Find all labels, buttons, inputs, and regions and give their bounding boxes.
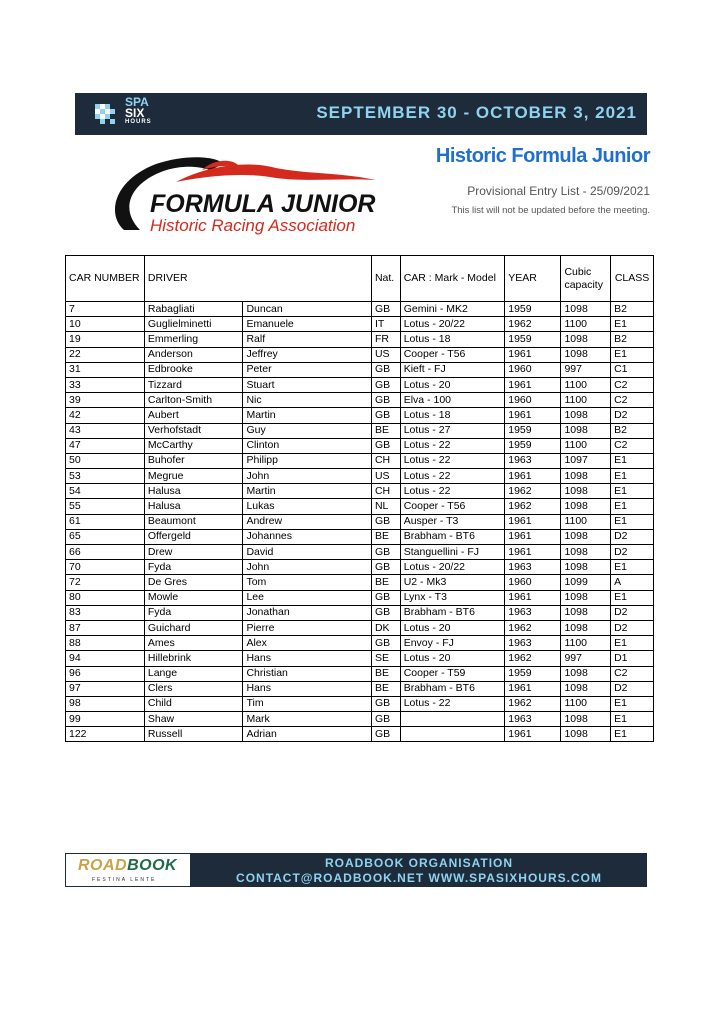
cell-driver-firstname: Jeffrey	[243, 347, 371, 362]
table-row	[66, 438, 654, 453]
table-body	[66, 302, 654, 742]
cell-driver-firstname: Emanuele	[243, 317, 371, 332]
event-banner	[75, 93, 647, 135]
cell-car-model: Lotus - 22	[400, 453, 505, 468]
cell-driver-firstname: Christian	[243, 666, 371, 681]
page-note: This list will not be updated before the meeting.	[451, 205, 650, 216]
cell-year: 1961	[505, 727, 561, 742]
cell-nationality: BE	[371, 529, 400, 544]
cell-driver-firstname: Clinton	[243, 438, 371, 453]
cell-car-number: 72	[66, 575, 145, 590]
cell-driver-firstname: Ralf	[243, 332, 371, 347]
cell-year: 1962	[505, 499, 561, 514]
cell-driver-lastname: Anderson	[144, 347, 243, 362]
table-row	[66, 575, 654, 590]
cell-car-model: Lotus - 22	[400, 484, 505, 499]
cell-car-number: 7	[66, 302, 145, 317]
cell-car-model: Brabham - BT6	[400, 681, 505, 696]
cell-cubic-capacity: 1100	[561, 317, 611, 332]
cell-cubic-capacity: 997	[561, 651, 611, 666]
cell-nationality: GB	[371, 590, 400, 605]
cell-nationality: BE	[371, 681, 400, 696]
cell-year: 1962	[505, 696, 561, 711]
cell-driver-firstname: Tom	[243, 575, 371, 590]
cell-driver-lastname: Carlton-Smith	[144, 393, 243, 408]
cell-year: 1959	[505, 332, 561, 347]
table-row	[66, 681, 654, 696]
cell-car-model: Lotus - 20	[400, 377, 505, 392]
cell-driver-lastname: Buhofer	[144, 453, 243, 468]
cell-driver-firstname: Hans	[243, 651, 371, 666]
checkered-flag-icon	[91, 98, 121, 130]
roadbook-logo	[65, 853, 191, 887]
table-row	[66, 377, 654, 392]
cell-car-number: 122	[66, 727, 145, 742]
page-subtitle: Provisional Entry List - 25/09/2021	[467, 184, 650, 198]
cell-year: 1962	[505, 484, 561, 499]
cell-driver-lastname: Verhofstadt	[144, 423, 243, 438]
cell-driver-lastname: Offergeld	[144, 529, 243, 544]
table-row	[66, 408, 654, 423]
table-row	[66, 712, 654, 727]
table-row	[66, 727, 654, 742]
table-row	[66, 605, 654, 620]
cell-class: E1	[611, 636, 654, 651]
cell-car-number: 42	[66, 408, 145, 423]
cell-driver-lastname: Mowle	[144, 590, 243, 605]
cell-driver-firstname: John	[243, 560, 371, 575]
cell-driver-firstname: Guy	[243, 423, 371, 438]
cell-class: A	[611, 575, 654, 590]
cell-driver-firstname: Johannes	[243, 529, 371, 544]
cell-driver-lastname: Shaw	[144, 712, 243, 727]
cell-driver-firstname: Martin	[243, 484, 371, 499]
cell-year: 1959	[505, 302, 561, 317]
cell-driver-lastname: Aubert	[144, 408, 243, 423]
cell-class: E1	[611, 514, 654, 529]
cell-year: 1962	[505, 620, 561, 635]
cell-driver-firstname: Adrian	[243, 727, 371, 742]
cell-year: 1962	[505, 317, 561, 332]
header-car: CAR : Mark - Model	[400, 256, 505, 302]
cell-cubic-capacity: 1098	[561, 347, 611, 362]
cell-car-model: Lotus - 18	[400, 332, 505, 347]
cell-cubic-capacity: 1098	[561, 332, 611, 347]
cell-nationality: BE	[371, 423, 400, 438]
cell-driver-firstname: John	[243, 469, 371, 484]
cell-year: 1963	[505, 560, 561, 575]
cell-car-model: Envoy - FJ	[400, 636, 505, 651]
cell-cubic-capacity: 1098	[561, 302, 611, 317]
logo-road-text: ROAD	[78, 857, 128, 874]
cell-class: B2	[611, 423, 654, 438]
cell-car-model: Brabham - BT6	[400, 605, 505, 620]
table-row	[66, 636, 654, 651]
cell-car-number: 66	[66, 545, 145, 560]
cell-car-model: Elva - 100	[400, 393, 505, 408]
cell-car-model: Cooper - T59	[400, 666, 505, 681]
cell-cubic-capacity: 1100	[561, 514, 611, 529]
cell-year: 1963	[505, 453, 561, 468]
cell-driver-lastname: Fyda	[144, 560, 243, 575]
cell-driver-lastname: McCarthy	[144, 438, 243, 453]
cell-nationality: IT	[371, 317, 400, 332]
cell-class: D2	[611, 681, 654, 696]
formula-junior-logo	[106, 152, 396, 238]
cell-car-model: Lotus - 20/22	[400, 317, 505, 332]
table-row	[66, 651, 654, 666]
cell-year: 1963	[505, 605, 561, 620]
cell-car-number: 22	[66, 347, 145, 362]
cell-nationality: GB	[371, 545, 400, 560]
cell-car-number: 33	[66, 377, 145, 392]
cell-driver-lastname: Megrue	[144, 469, 243, 484]
cell-nationality: BE	[371, 575, 400, 590]
cell-year: 1961	[505, 514, 561, 529]
cell-car-model: Lynx - T3	[400, 590, 505, 605]
cell-class: E1	[611, 727, 654, 742]
cell-car-model: Gemini - MK2	[400, 302, 505, 317]
cell-year: 1959	[505, 666, 561, 681]
cell-car-model: Brabham - BT6	[400, 529, 505, 544]
cell-driver-firstname: Martin	[243, 408, 371, 423]
cell-car-number: 87	[66, 620, 145, 635]
cell-class: E1	[611, 317, 654, 332]
cell-driver-firstname: Pierre	[243, 620, 371, 635]
cell-nationality: GB	[371, 696, 400, 711]
cell-car-model: Lotus - 20	[400, 651, 505, 666]
table-row	[66, 545, 654, 560]
cell-driver-firstname: Philipp	[243, 453, 371, 468]
cell-driver-lastname: Child	[144, 696, 243, 711]
cell-car-number: 43	[66, 423, 145, 438]
cell-year: 1959	[505, 423, 561, 438]
table-header-row	[66, 256, 654, 302]
cell-car-number: 98	[66, 696, 145, 711]
table-row	[66, 469, 654, 484]
cell-year: 1961	[505, 529, 561, 544]
cell-cubic-capacity: 1099	[561, 575, 611, 590]
cell-year: 1961	[505, 377, 561, 392]
cell-class: E1	[611, 560, 654, 575]
cell-driver-lastname: Halusa	[144, 484, 243, 499]
cell-nationality: US	[371, 469, 400, 484]
cell-year: 1961	[505, 347, 561, 362]
cell-car-model: Lotus - 27	[400, 423, 505, 438]
cell-car-number: 88	[66, 636, 145, 651]
cell-class: C2	[611, 666, 654, 681]
cell-car-model: Ausper - T3	[400, 514, 505, 529]
cell-driver-lastname: Guglielminetti	[144, 317, 243, 332]
table-row	[66, 696, 654, 711]
table-row	[66, 302, 654, 317]
cell-driver-lastname: Russell	[144, 727, 243, 742]
cell-cubic-capacity: 1100	[561, 636, 611, 651]
cell-cubic-capacity: 1100	[561, 438, 611, 453]
cell-cubic-capacity: 1100	[561, 696, 611, 711]
footer-contact: CONTACT@ROADBOOK.NET WWW.SPASIXHOURS.COM	[236, 871, 602, 885]
cell-class: D2	[611, 408, 654, 423]
table-row	[66, 317, 654, 332]
cell-car-number: 65	[66, 529, 145, 544]
cell-driver-lastname: Rabagliati	[144, 302, 243, 317]
cell-cubic-capacity: 1098	[561, 484, 611, 499]
cell-cubic-capacity: 1098	[561, 529, 611, 544]
cell-driver-lastname: Hillebrink	[144, 651, 243, 666]
cell-nationality: GB	[371, 377, 400, 392]
cell-driver-firstname: Andrew	[243, 514, 371, 529]
cell-class: E1	[611, 484, 654, 499]
cell-nationality: GB	[371, 560, 400, 575]
cell-nationality: BE	[371, 666, 400, 681]
table-row	[66, 453, 654, 468]
table-row	[66, 332, 654, 347]
cell-class: E1	[611, 453, 654, 468]
cell-year: 1960	[505, 575, 561, 590]
cell-driver-firstname: Hans	[243, 681, 371, 696]
cell-class: E1	[611, 712, 654, 727]
cell-nationality: DK	[371, 620, 400, 635]
header-class: CLASS	[611, 256, 654, 302]
logo-line2: Historic Racing Association	[150, 216, 356, 235]
cell-car-model: Lotus - 22	[400, 696, 505, 711]
table-row	[66, 514, 654, 529]
cell-cubic-capacity: 1098	[561, 666, 611, 681]
header-car-number: CAR NUMBER	[66, 256, 145, 302]
cell-year: 1961	[505, 681, 561, 696]
cell-car-number: 97	[66, 681, 145, 696]
cell-nationality: CH	[371, 453, 400, 468]
cell-class: C2	[611, 377, 654, 392]
cell-driver-firstname: Nic	[243, 393, 371, 408]
cell-year: 1962	[505, 651, 561, 666]
event-dates: SEPTEMBER 30 - OCTOBER 3, 2021	[316, 103, 637, 122]
cell-class: E1	[611, 469, 654, 484]
cell-driver-firstname: Tim	[243, 696, 371, 711]
cell-car-model: Lotus - 18	[400, 408, 505, 423]
cell-driver-lastname: Drew	[144, 545, 243, 560]
cell-car-model: U2 - Mk3	[400, 575, 505, 590]
cell-driver-lastname: De Gres	[144, 575, 243, 590]
cell-car-number: 55	[66, 499, 145, 514]
cell-driver-firstname: Alex	[243, 636, 371, 651]
cell-nationality: FR	[371, 332, 400, 347]
cell-class: E1	[611, 347, 654, 362]
cell-driver-lastname: Halusa	[144, 499, 243, 514]
cell-nationality: GB	[371, 605, 400, 620]
cell-car-model: Cooper - T56	[400, 499, 505, 514]
table-row	[66, 590, 654, 605]
cell-car-model: Cooper - T56	[400, 347, 505, 362]
cell-year: 1961	[505, 408, 561, 423]
cell-driver-firstname: Peter	[243, 362, 371, 377]
cell-car-number: 10	[66, 317, 145, 332]
cell-car-number: 47	[66, 438, 145, 453]
table-row	[66, 393, 654, 408]
cell-class: D1	[611, 651, 654, 666]
cell-year: 1961	[505, 590, 561, 605]
cell-nationality: GB	[371, 712, 400, 727]
cell-class: B2	[611, 332, 654, 347]
cell-nationality: GB	[371, 514, 400, 529]
cell-nationality: NL	[371, 499, 400, 514]
cell-car-model: Kieft - FJ	[400, 362, 505, 377]
cell-nationality: GB	[371, 408, 400, 423]
cell-cubic-capacity: 1100	[561, 393, 611, 408]
logo-line1: FORMULA JUNIOR	[150, 190, 376, 218]
cell-car-model: Lotus - 22	[400, 438, 505, 453]
cell-cubic-capacity: 997	[561, 362, 611, 377]
cell-driver-firstname: David	[243, 545, 371, 560]
cell-cubic-capacity: 1098	[561, 620, 611, 635]
cell-cubic-capacity: 1098	[561, 605, 611, 620]
cell-car-number: 61	[66, 514, 145, 529]
cell-cubic-capacity: 1098	[561, 560, 611, 575]
cell-year: 1963	[505, 712, 561, 727]
cell-driver-firstname: Stuart	[243, 377, 371, 392]
cell-car-number: 31	[66, 362, 145, 377]
cell-cubic-capacity: 1098	[561, 469, 611, 484]
cell-nationality: US	[371, 347, 400, 362]
cell-driver-lastname: Emmerling	[144, 332, 243, 347]
cell-car-number: 83	[66, 605, 145, 620]
cell-car-model	[400, 727, 505, 742]
table-row	[66, 347, 654, 362]
cell-year: 1963	[505, 636, 561, 651]
cell-cubic-capacity: 1100	[561, 377, 611, 392]
cell-car-number: 80	[66, 590, 145, 605]
cell-class: E1	[611, 499, 654, 514]
cell-nationality: GB	[371, 636, 400, 651]
header-driver: DRIVER	[144, 256, 371, 302]
table-row	[66, 620, 654, 635]
cell-cubic-capacity: 1098	[561, 499, 611, 514]
cell-car-number: 94	[66, 651, 145, 666]
cell-cubic-capacity: 1098	[561, 545, 611, 560]
cell-driver-lastname: Guichard	[144, 620, 243, 635]
cell-driver-lastname: Fyda	[144, 605, 243, 620]
cell-year: 1961	[505, 469, 561, 484]
table-row	[66, 499, 654, 514]
cell-driver-firstname: Mark	[243, 712, 371, 727]
header-nat: Nat.	[371, 256, 400, 302]
cell-cubic-capacity: 1098	[561, 727, 611, 742]
table-row	[66, 362, 654, 377]
cell-year: 1960	[505, 362, 561, 377]
cell-year: 1960	[505, 393, 561, 408]
cell-class: C2	[611, 438, 654, 453]
cell-car-model: Lotus - 20	[400, 620, 505, 635]
entry-list-table	[65, 255, 654, 742]
cell-class: C2	[611, 393, 654, 408]
cell-cubic-capacity: 1097	[561, 453, 611, 468]
cell-class: B2	[611, 302, 654, 317]
logo-spa-text: SPA	[125, 95, 149, 109]
cell-cubic-capacity: 1098	[561, 590, 611, 605]
cell-nationality: SE	[371, 651, 400, 666]
header-cubic-capacity	[561, 256, 611, 302]
table-row	[66, 560, 654, 575]
cell-nationality: GB	[371, 727, 400, 742]
cell-nationality: GB	[371, 438, 400, 453]
cell-class: E1	[611, 590, 654, 605]
cell-car-number: 70	[66, 560, 145, 575]
cell-class: C1	[611, 362, 654, 377]
cell-year: 1961	[505, 545, 561, 560]
cell-cubic-capacity: 1098	[561, 712, 611, 727]
logo-book-text: BOOK	[127, 857, 178, 874]
cell-driver-lastname: Clers	[144, 681, 243, 696]
cell-car-model: Lotus - 20/22	[400, 560, 505, 575]
cell-class: D2	[611, 605, 654, 620]
table-row	[66, 666, 654, 681]
cell-car-number: 99	[66, 712, 145, 727]
cell-nationality: GB	[371, 362, 400, 377]
table-row	[66, 529, 654, 544]
cell-car-model: Stanguellini - FJ	[400, 545, 505, 560]
table-row	[66, 484, 654, 499]
cell-class: D2	[611, 620, 654, 635]
cell-driver-lastname: Ames	[144, 636, 243, 651]
cell-driver-firstname: Duncan	[243, 302, 371, 317]
footer-organisation: ROADBOOK ORGANISATION	[324, 856, 514, 870]
cell-driver-firstname: Jonathan	[243, 605, 371, 620]
cell-cubic-capacity: 1098	[561, 408, 611, 423]
cell-driver-lastname: Tizzard	[144, 377, 243, 392]
cell-cubic-capacity: 1098	[561, 423, 611, 438]
cell-nationality: GB	[371, 393, 400, 408]
logo-tagline: FESTINA LENTE	[92, 877, 157, 883]
cell-driver-lastname: Edbrooke	[144, 362, 243, 377]
page-title: Historic Formula Junior	[435, 145, 650, 167]
cell-driver-lastname: Beaumont	[144, 514, 243, 529]
header-cc-line2: capacity	[564, 278, 603, 291]
cell-car-number: 54	[66, 484, 145, 499]
cell-car-model: Lotus - 22	[400, 469, 505, 484]
cell-class: D2	[611, 529, 654, 544]
cell-nationality: GB	[371, 302, 400, 317]
cell-driver-lastname: Lange	[144, 666, 243, 681]
table-row	[66, 423, 654, 438]
header-cc-line1: Cubic	[564, 265, 592, 278]
cell-car-model	[400, 712, 505, 727]
cell-driver-firstname: Lee	[243, 590, 371, 605]
cell-car-number: 96	[66, 666, 145, 681]
cell-car-number: 53	[66, 469, 145, 484]
cell-car-number: 50	[66, 453, 145, 468]
cell-year: 1959	[505, 438, 561, 453]
cell-cubic-capacity: 1098	[561, 681, 611, 696]
spa-six-hours-logo	[83, 96, 163, 132]
footer-banner	[65, 853, 647, 887]
cell-nationality: CH	[371, 484, 400, 499]
cell-car-number: 19	[66, 332, 145, 347]
logo-hours-text: HOURS	[125, 119, 152, 125]
cell-car-number: 39	[66, 393, 145, 408]
cell-class: D2	[611, 545, 654, 560]
cell-driver-firstname: Lukas	[243, 499, 371, 514]
header-year: YEAR	[505, 256, 561, 302]
logo-six-text: SIX	[125, 106, 145, 120]
cell-class: E1	[611, 696, 654, 711]
